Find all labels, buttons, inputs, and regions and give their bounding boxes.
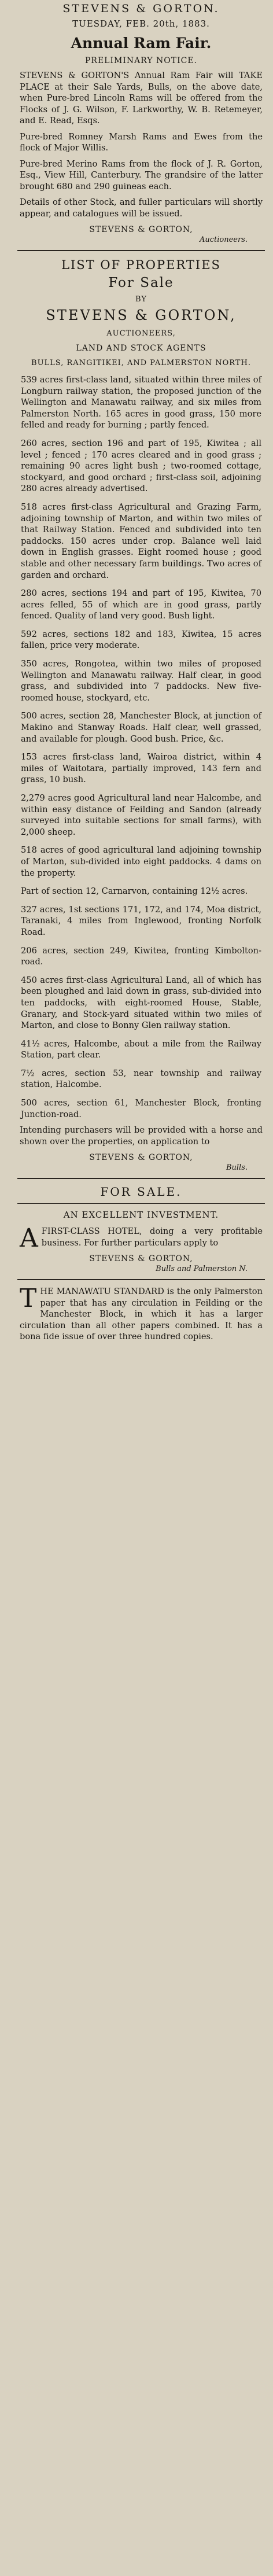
properties-closing: Intending purchasers will be provided with a horse and shown over the properties, on application to [20,1125,263,1147]
lot-item: 518 acres first-class Agricultural and Grazing Farm, adjoining township of Marton, and within two miles of that Railway Station. Fenced and subdivided into ten paddocks. 150 acres under crop. Balance well laid down in English grasses. Eight roomed house ; good stable and other necessary farm buildings. Two acres of garden and orchard. [21,502,261,580]
lot-item: 2,279 acres good Agricultural land near Halcombe, and within easy distance of Feilding and Sandon (already surveyed into suitable sections for small farms), with 2,000 sheep. [21,793,261,837]
lot-item: 280 acres, sections 194 and part of 195, Kiwitea, 70 acres felled, 55 of which are in good grass, partly fenced. Quality of land very good. Bush light. [21,588,261,621]
divider-1 [17,250,265,251]
preliminary-notice: PRELIMINARY NOTICE. [84,56,197,65]
lot-list [17,374,265,1120]
ram-fair-para-2: Pure-bred Romney Marsh Rams and Ewes from the flock of Major Willis. [20,131,263,153]
for-sale-dropcap: A [20,1223,38,1254]
properties-by: BY [135,295,147,304]
properties-signature: STEVENS & GORTON, [89,1153,193,1163]
masthead: STEVENS & GORTON. [62,2,220,15]
properties-auctioneers: AUCTIONEERS, [106,329,176,338]
standard-dropcap: T [20,1284,37,1314]
properties-place: BULLS, RANGITIKEI, AND PALMERSTON NORTH. [31,359,251,367]
lot-item: 327 acres, 1st sections 171, 172, and 174, Moa district, Taranaki, 4 miles from Inglewood, fronting Norfolk Road. [21,904,261,937]
lot-item: 350 acres, Rongotea, within two miles of proposed Wellington and Manawatu railway. Half clear, in good grass, and subdivided into 7 paddocks. New five-roomed house, stockyard, etc. [21,659,261,703]
lot-item: 592 acres, sections 182 and 183, Kiwitea, 15 acres fallen, price very moderate. [21,629,261,651]
for-sale-body: FIRST-CLASS HOTEL, doing a very profitable business. For further particulars apply to [41,1226,263,1248]
ram-fair-para-1: STEVENS & GORTON'S Annual Ram Fair will TAKE PLACE at their Sale Yards, Bulls, on the above date, when Pure-bred Lincoln Rams will be offered from the Flocks of J. G. Wilson, F. Larkworthy, W. B. Retemeyer, and E. Read, Esqs. [20,71,263,126]
for-sale-signature-sub: Bulls and Palmerston N. [156,1265,248,1274]
properties-signature-sub: Bulls. [226,1163,248,1173]
lot-item: 153 acres first-class land, Wairoa district, within 4 miles of Waitotara, partially improved, 143 fern and grass, 10 bush. [21,752,261,785]
properties-firm: STEVENS & GORTON, [46,307,237,323]
advert-column [17,0,265,1343]
properties-title: LIST OF PROPERTIES [61,258,221,272]
lot-item: 260 acres, section 196 and part of 195, Kiwitea ; all level ; fenced ; 170 acres cleared and in good grass ; remaining 90 acres light bush ; two-roomed cottage, stockyard, and good orchard ; first-class soil, adjoining 280 acres already advertised. [21,438,261,494]
ram-fair-signature: STEVENS & GORTON, [89,225,193,234]
dateline: TUESDAY, FEB. 20th, 1883. [72,19,210,29]
lot-item: 500 acres, section 61, Manchester Block, fronting Junction-road. [21,1098,261,1119]
lot-item: 206 acres, section 249, Kiwitea, fronting Kimbolton-road. [21,945,261,967]
ram-fair-signature-sub: Auctioneers. [199,235,248,244]
lot-item: 41½ acres, Halcombe, about a mile from the Railway Station, part clear. [21,1038,261,1060]
for-sale-subtitle: AN EXCELLENT INVESTMENT. [63,1210,219,1221]
for-sale-title: FOR SALE. [100,1185,182,1199]
standard-body: HE MANAWATU STANDARD is the only Palmerston paper that has any circulation in Feilding or the Manchester Block, in which it has a larger circulation than all other papers combined. It has a bona fide issue of over three hundred copies. [20,1287,263,1342]
lot-item: 539 acres first-class land, situated within three miles of Longburn railway station, the proposed junction of the Wellington and Manawatu railway, and six miles from Palmerston North. 165 acres in good grass, 150 more felled and ready for burning ; partly fenced. [21,375,261,430]
lot-item: Part of section 12, Carnarvon, containing 12½ acres. [21,886,248,897]
divider-4 [17,1279,265,1280]
ram-fair-para-4: Details of other Stock, and fuller particulars will shortly appear, and catalogues will be issued. [20,197,263,219]
properties-for-sale: For Sale [108,275,174,290]
lot-item: 500 acres, section 28, Manchester Block, at junction of Makino and Stanway Roads. Half clear, well grassed, and available for plough. Good bush. Price, &c. [21,711,261,744]
divider-2 [17,1178,265,1179]
divider-3 [17,1203,265,1204]
for-sale-signature: STEVENS & GORTON, [89,1254,193,1264]
standard-notice [20,1286,263,1343]
properties-agents: LAND AND STOCK AGENTS [76,344,206,353]
lot-item: 450 acres first-class Agricultural Land, all of which has been ploughed and laid down in grass, sub-divided into ten paddocks, with eight-roomed House, Stable, Granary, and Stock-yard situated within two miles of Marton, and close to Bonny Glen railway station. [21,975,261,1031]
ram-fair-title: Annual Ram Fair. [71,35,212,51]
lot-item: 7½ acres, section 53, near township and railway station, Halcombe. [21,1068,261,1090]
lot-item: 518 acres of good agricultural land adjoining township of Marton, sub-divided into eight paddocks. 4 dams on the property. [21,845,261,878]
ram-fair-para-3: Pure-bred Merino Rams from the flock of J. R. Gorton, Esq., View Hill, Canterbury. The grandsire of the latter brought 680 and 290 guineas each. [20,159,263,191]
for-sale-body-wrap [20,1223,263,1254]
